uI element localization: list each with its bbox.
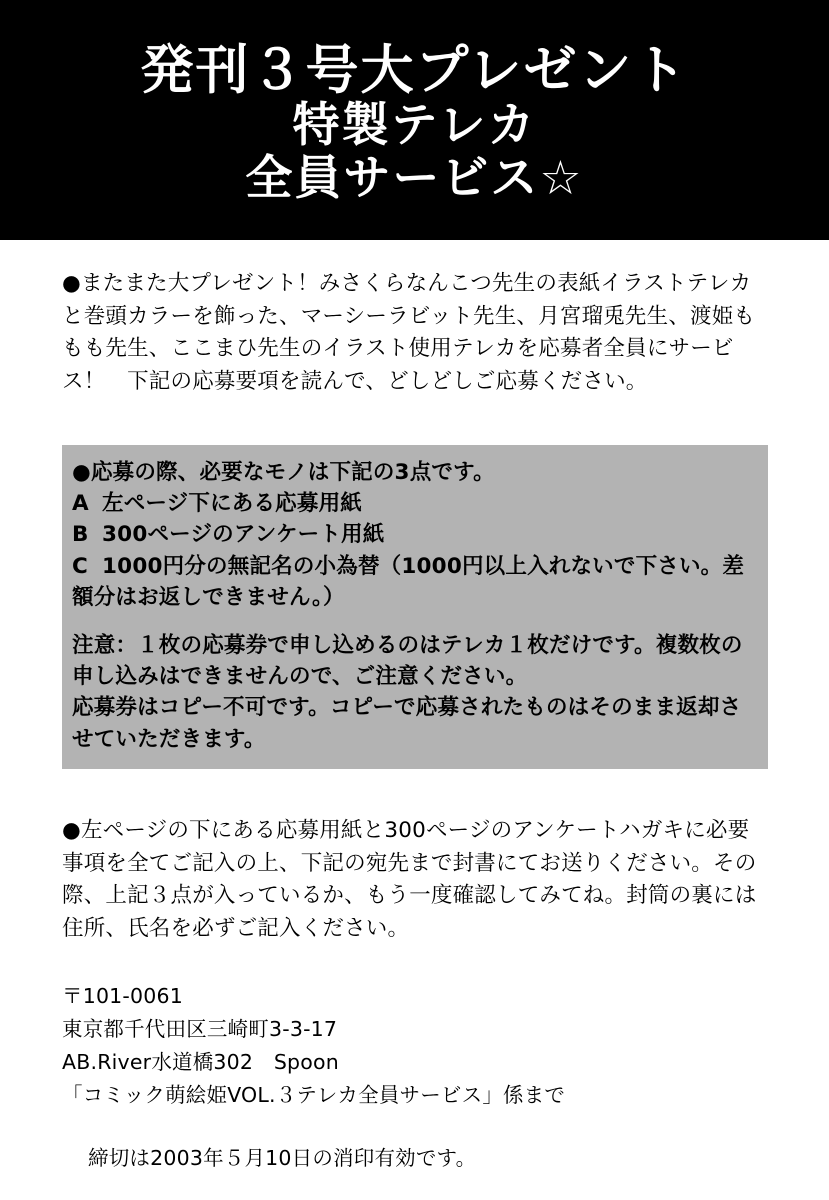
intro-paragraph: ●またまた大プレゼント！みさくらなんこつ先生の表紙イラストテレカと巻頭カラーを飾った、マーシーラビット先生、月宮瑠兎先生、渡姫ももも先生、ここまひ先生のイラスト使用テレカを応募者全員にサービス！ 下記の応募要項を読んで、どしどしご応募ください。 xyxy=(62,271,756,395)
requirement-item-b xyxy=(72,519,758,550)
address-line-3: 「コミック萌絵姫VOL.３テレカ全員サービス」係まで xyxy=(62,1083,566,1108)
requirement-key-b: B xyxy=(72,522,89,548)
requirement-key-a: A xyxy=(72,491,89,517)
banner-title-line-2: 特製テレカ xyxy=(292,97,537,153)
requirement-key-c: C xyxy=(72,553,88,579)
requirement-text-b: 300ページのアンケート用紙 xyxy=(102,522,385,548)
address-line-2: AB.River水道橋302 Spoon xyxy=(62,1050,339,1075)
requirement-item-a xyxy=(72,488,758,519)
requirements-note-2: 応募券はコピー不可です。コピーで応募されたものはそのまま返却させていただきます。 xyxy=(72,695,742,752)
address-block xyxy=(62,980,774,1113)
address-postal-code: 〒101-0061 xyxy=(62,983,183,1008)
requirement-text-c: 1000円分の無記名の小為替（1000円以上入れないで下さい。差額分はお返しできません。） xyxy=(72,553,745,611)
requirement-text-a: 左ページ下にある応募用紙 xyxy=(102,491,362,517)
requirements-note-1: 注意：１枚の応募券で申し込めるのはテレカ１枚だけです。複数枚の申し込みはできませんので、ご注意ください。 xyxy=(72,632,743,689)
banner-title-line-1: 発刊３号大プレゼント xyxy=(140,39,689,101)
banner-title-line-3: 全員サービス☆ xyxy=(245,150,584,206)
requirements-box xyxy=(62,445,768,769)
sending-paragraph: ●左ページの下にある応募用紙と300ページのアンケートハガキに必要事項を全てご記入の上、下記の宛先まで封書にてお送りください。その際、上記３点が入っているか、もう一度確認してみてね。封筒の裏には住所、氏名を必ずご記入ください。 xyxy=(62,818,757,942)
requirements-heading: ●応募の際、必要なモノは下記の3点です。 xyxy=(72,459,495,485)
header-banner xyxy=(0,0,829,240)
requirement-item-c xyxy=(72,551,758,614)
body-content xyxy=(62,268,774,1171)
box-spacer xyxy=(72,614,758,630)
address-line-1: 東京都千代田区三崎町3-3-17 xyxy=(62,1016,338,1041)
deadline-text: 締切は2003年５月10日の消印有効です。 xyxy=(88,1145,477,1170)
